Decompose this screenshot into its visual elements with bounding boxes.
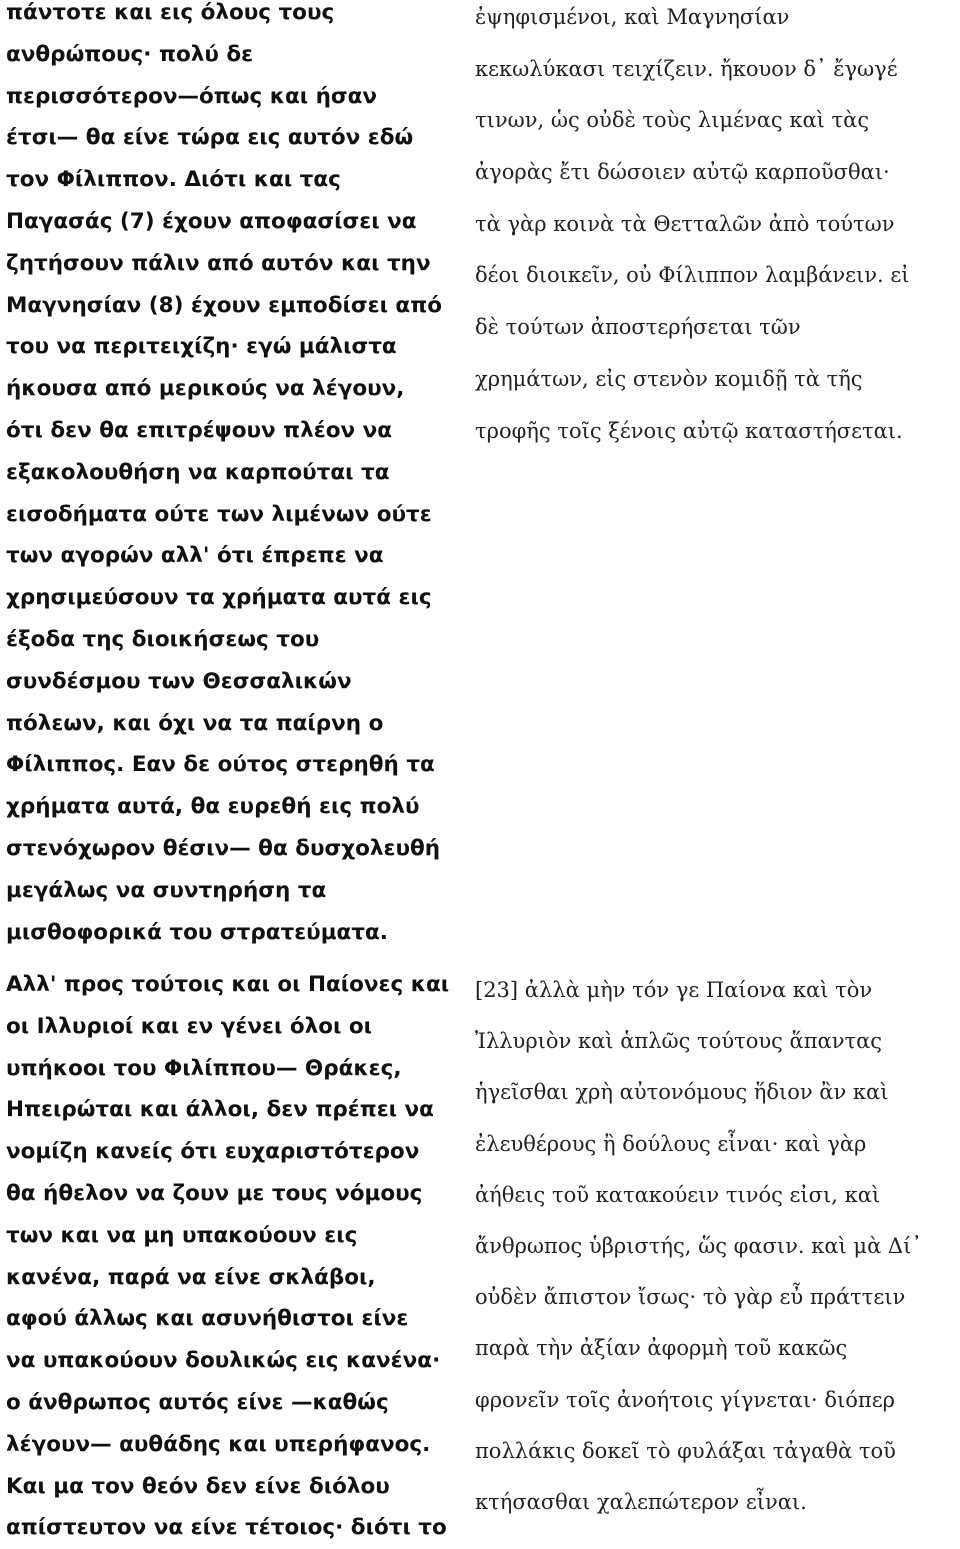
text-line: ἄνθρωπος ὑβριστής, ὥς φασιν. καὶ μὰ Δί᾽ [475, 1233, 922, 1258]
text-line: Αλλ' προς τούτοις και οι Παίονες και [6, 972, 450, 997]
text-line: [23] ἀλλὰ μὴν τόν γε Παίονα καὶ τὸν [475, 978, 873, 1002]
text-line: κτήσασθαι χαλεπώτερον εἶναι. [475, 1489, 807, 1514]
text-line: Μαγνησίαν (8) έχουν εμποδίσει από [6, 292, 442, 318]
text-line: να υπακούουν δουλικώς εις κανένα· [6, 1348, 441, 1374]
text-line: κανένα, παρά να είνε σκλάβοι, [6, 1264, 376, 1290]
text-line: φρονεῖν τοῖς ἀνοήτοις γίγνεται· διόπερ [475, 1387, 895, 1412]
text-line: εισοδήματα ούτε των λιμένων ούτε [6, 501, 432, 527]
text-line: Ηπειρώται και άλλοι, δεν πρέπει να [6, 1097, 434, 1123]
text-line: ανθρώπους· πολύ δε [6, 41, 254, 67]
text-line: χρησιμεύσουν τα χρήματα αυτά εις [6, 585, 432, 611]
text-line: τινων, ὡς οὐδὲ τοὺς λιμένας καὶ τὰς [475, 108, 870, 133]
text-line: ἡγεῖσθαι χρὴ αὐτονόμους ἥδιον ἂν καὶ [475, 1080, 889, 1105]
text-line: τον Φίλιππον. Διότι και τας [6, 167, 341, 193]
text-line: μεγάλως να συντηρήση τα [6, 877, 327, 903]
text-line: πάντοτε και εις όλους τους [6, 0, 335, 25]
text-line: έξοδα της διοικήσεως του [6, 626, 320, 652]
text-line: θα ήθελον να ζουν με τους νόμους [6, 1180, 423, 1206]
text-line: ἀγορὰς ἔτι δώσοιεν αὐτῷ καρποῦσθαι· [475, 160, 890, 185]
text-line: ἐψηφισμένοι, καὶ Μαγνησίαν [475, 5, 790, 29]
text-line: του να περιτειχίζη· εγώ μάλιστα [6, 334, 397, 360]
text-line: ήκουσα από μερικούς να λέγουν, [6, 376, 405, 402]
text-line: χρήματα αυτά, θα ευρεθή εις πολύ [6, 794, 420, 820]
text-line: συνδέσμου των Θεσσαλικών [6, 668, 352, 694]
translation-passage-2 [6, 964, 468, 1549]
text-line: πολλάκις δοκεῖ τὸ φυλάξαι τἀγαθὰ τοῦ [475, 1438, 896, 1463]
text-line: παρὰ τὴν ἀξίαν ἀφορμὴ τοῦ κακῶς [475, 1336, 848, 1361]
text-line: των αγορών αλλ' ότι έπρεπε να [6, 543, 384, 569]
text-line: δέοι διοικεῖν, οὐ Φίλιππον λαμβάνειν. εἰ [475, 263, 910, 288]
text-line: Φίλιππος. Εαν δε ούτος στερηθή τα [6, 752, 435, 778]
text-line: υπήκοοι του Φιλίππου— Θράκες, [6, 1055, 402, 1081]
text-line: τὰ γὰρ κοινὰ τὰ Θετταλῶν ἀπὸ τούτων [475, 211, 895, 236]
text-line: ἀήθεις τοῦ κατακούειν τινός εἰσι, καὶ [475, 1182, 881, 1207]
text-line: στενόχωρον θέσιν— θα δυσχολευθή [6, 835, 441, 861]
translation-passage-1 [6, 0, 468, 953]
text-line: μισθοφορικά του στρατεύματα. [6, 919, 388, 945]
text-line: δὲ τούτων ἀποστερήσεται τῶν [475, 315, 801, 340]
text-line: περισσότερον—όπως και ήσαν [6, 83, 378, 109]
text-line: πόλεων, και όχι να τα παίρνη ο [6, 710, 384, 736]
text-line: των και να μη υπακούουν εις [6, 1222, 358, 1248]
text-line: οὐδὲν ἄπιστον ἴσως· τὸ γὰρ εὖ πράττειν [475, 1285, 906, 1310]
text-line: ότι δεν θα επιτρέψουν πλέον να [6, 417, 393, 443]
text-line: ζητήσουν πάλιν από αυτόν και την [6, 250, 431, 276]
text-line: χρημάτων, εἰς στενὸν κομιδῇ τὰ τῆς [475, 366, 863, 391]
text-line: νομίζη κανείς ότι ευχαριστότερον [6, 1139, 420, 1165]
text-line: τροφῆς τοῖς ξένοις αὐτῷ καταστήσεται. [475, 418, 903, 443]
text-line: ο άνθρωπος αυτός είνε —καθώς [6, 1389, 389, 1415]
text-line: έτσι— θα είνε τώρα εις αυτόν εδώ [6, 125, 414, 151]
text-line: κεκωλύκασι τειχίζειν. ἤκουον δ᾽ ἔγωγέ [475, 56, 898, 81]
text-line: αφού άλλως και ασυνήθιστοι είνε [6, 1306, 409, 1332]
text-line: οι Ιλλυριοί και εν γένει όλοι οι [6, 1013, 373, 1039]
text-line: ἐλευθέρους ἢ δούλους εἶναι· καὶ γὰρ [475, 1131, 867, 1156]
original-passage-2 [475, 965, 955, 1528]
text-line: Παγασάς (7) έχουν αποφασίσει να [6, 208, 417, 234]
text-line: απίστευτον να είνε τέτοιος· διότι το [6, 1515, 447, 1541]
text-line: εξακολουθήση να καρπούται τα [6, 459, 390, 485]
text-line: Και μα τον θεόν δεν είνε διόλου [6, 1473, 390, 1499]
original-passage-1 [475, 0, 955, 457]
text-line: λέγουν— αυθάδης και υπερήφανος. [6, 1431, 431, 1457]
text-line: Ἰλλυριὸν καὶ ἁπλῶς τούτους ἅπαντας [475, 1029, 883, 1054]
